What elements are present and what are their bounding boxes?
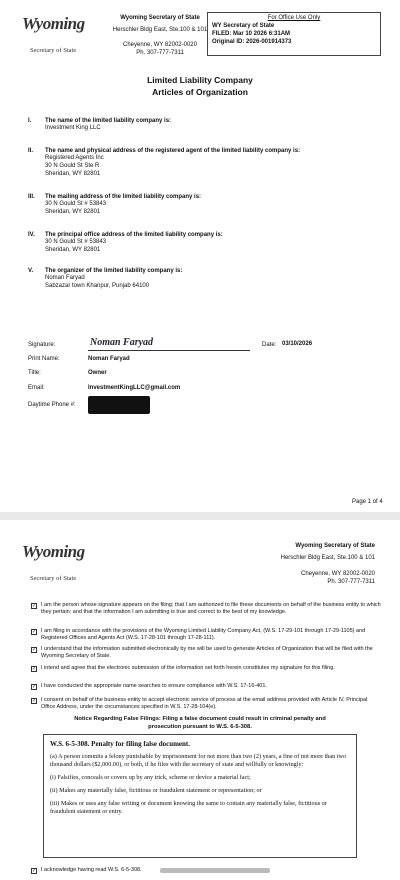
email-label: Email: [28,385,45,391]
logo-subtitle: Secretary of State [30,47,77,54]
statute-box [43,734,357,858]
office-name: Wyoming Secretary of State [295,543,375,549]
document-page-2 [0,520,400,880]
checkbox-checked[interactable]: ✓ [32,684,37,690]
section-heading: The principal office address of the limited liability company is: [45,232,223,238]
section-heading: The name of the limited liability company is: [45,118,172,124]
section-line: Sabzazar town Khanpur, Punjab 64100 [45,283,150,289]
checkbox-label: I am filing in accordance with the provisions of the Wyoming Limited Liability Company Act, (W.S. 17-29-101 through 17-29-1105) and Registered Offices and Agents Act (W.S. 17-28-101 through 17-28-111). [41,628,366,641]
title-value: Owner [88,370,107,376]
horizontal-scrollbar[interactable] [160,868,270,873]
page-number: Page 1 of 4 [352,499,383,505]
section-number: II. [28,148,34,154]
checkbox-label: I understand that the information submitted electronically by me will be used to generate Articles of Organization that will be filed with the Wyoming Secretary of State. [41,646,373,659]
office-use-original-id: Original ID: 2026-001914373 [212,39,292,45]
section-number: V. [28,268,34,274]
office-use-line1: WY Secretary of State [212,23,275,29]
title-line1: Limited Liability Company [147,75,253,85]
office-name: Wyoming Secretary of State [120,15,200,21]
phone-label: Daytime Phone #: [28,402,76,408]
office-use-label: For Office Use Only [267,15,321,21]
checkbox-label: I intend and agree that the electronic submission of the information set forth herein constitutes my signature for this filing. [41,665,335,671]
section-line: Sheridan, WY 82801 [45,171,101,177]
date-value: 03/10/2026 [282,341,313,347]
section-line: Sheridan, WY 82801 [45,247,101,253]
office-address1: Herschler Bldg East, Ste.100 & 101 [280,555,375,561]
section-line: Sheridan, WY 82801 [45,209,101,215]
section-line: Investment King LLC [45,125,101,131]
false-filing-notice: Notice Regarding False Filings: Filing a false document could result in criminal penalty and prosecution pursuant to W.S. 6-5-308. [74,716,326,730]
office-address2: Cheyenne, WY 82002-0020 [123,42,197,48]
statute-item-i: (i) Falsifies, conceals or covers up by any trick, scheme or device a material fact; [50,774,251,781]
office-use-filed: FILED: Mar 10 2026 6:31AM [212,31,291,37]
office-header [100,14,220,57]
acknowledge-label: I acknowledge having read W.S. 6-5-308. [41,867,142,873]
wyoming-logo: Wyoming [22,14,85,33]
print-name-value: Noman Faryad [88,356,130,362]
section-number: IV. [28,232,35,238]
print-name-label: Print Name: [28,356,60,362]
checkbox-checked[interactable]: ✓ [32,647,37,653]
office-phone: Ph. 307-777-7311 [136,50,184,56]
acknowledge-checkbox[interactable]: ✓ [32,868,37,874]
date-label: Date: [262,342,277,348]
section-heading: The mailing address of the limited liability company is: [45,194,202,200]
office-address2: Cheyenne, WY 82002-0020 [301,571,375,577]
checkbox-checked[interactable]: ✓ [32,666,37,672]
section-5 [28,268,388,290]
section-number: III. [28,194,35,200]
logo-subtitle: Secretary of State [30,575,77,582]
statute-item-ii: (ii) Makes any materially false, fictitious or fraudulent statement or representation; or [50,787,262,794]
redacted-phone [88,396,150,414]
section-4 [28,232,388,254]
document-title [0,74,400,98]
office-address1: Herschler Bldg East, Ste.100 & 101 [112,27,208,33]
statute-paragraph-a: (a) A person commits a felony punishable by imprisonment for not more than two (2) years, a fine of not more than two thousand dollars ($2,000.00), or both, if he files with the secretary of state and willfully or knowingly: [50,753,347,768]
title-line2: Articles of Organization [152,87,248,97]
checkbox-checked[interactable]: ✓ [32,629,37,635]
section-3 [28,194,388,216]
signature-line [88,350,250,351]
statute-title: W.S. 6-5-308. Penalty for filing false document. [50,740,190,748]
checkbox-checked[interactable]: ✓ [32,603,37,609]
email-value: InvestmentKingLLC@gmail.com [88,385,181,391]
section-line: Registered Agents Inc [45,155,104,161]
wyoming-logo: Wyoming [22,542,85,561]
section-line: 30 N Gould St # 53843 [45,201,107,207]
office-use-box [207,12,381,56]
title-label: Title: [28,370,41,376]
office-header [250,542,375,586]
section-heading: The name and physical address of the registered agent of the limited liability company is: [45,148,301,154]
statute-item-iii: (iii) Makes or uses any false writing or document knowing the same to contain any materially false, fictitious or fraudulent statement or entry. [50,800,327,815]
section-2 [28,148,388,178]
section-line: Noman Faryad [45,275,85,281]
section-line: 30 N Gould St Ste R [45,163,100,169]
checkbox-label: I consent on behalf of the business entity to accept electronic service of process at the email address provided with Article IV, Principal Office Address, under the circumstances specified in W.S. 17-28-104(e). [41,697,368,710]
signature-value: Noman Faryad [90,337,154,348]
checkbox-label: I am the person whose signature appears on the filing; that I am authorized to file these documents on behalf of the business entity to which they pertain; and that the information I am submitting is true and correct to the best of my knowledge. [41,602,381,615]
section-number: I. [28,118,32,124]
section-1 [28,118,388,132]
office-phone: Ph. 307-777-7311 [327,579,375,585]
checkbox-checked[interactable]: ✓ [32,698,37,704]
section-heading: The organizer of the limited liability company is: [45,268,183,274]
signature-label: Signature: [28,342,56,348]
section-line: 30 N Gould St # 53843 [45,239,107,245]
checkbox-label: I have conducted the appropriate name searches to ensure compliance with W.S. 17-16-401. [41,683,267,689]
